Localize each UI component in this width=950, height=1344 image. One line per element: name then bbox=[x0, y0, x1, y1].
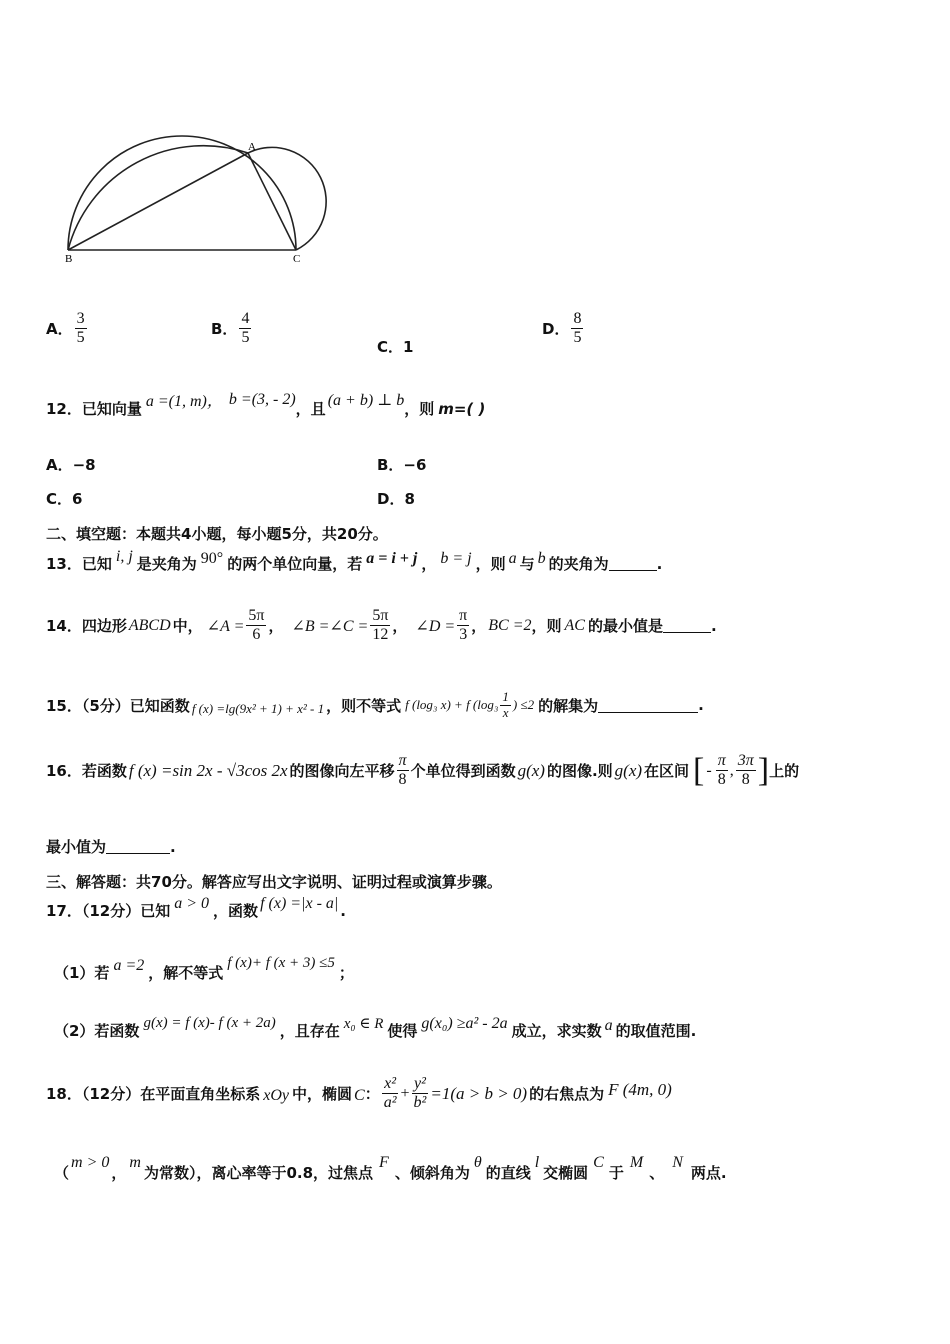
q16-answer-blank[interactable] bbox=[106, 839, 170, 854]
text-segment: ABCD bbox=[128, 616, 171, 634]
text-segment: + bbox=[400, 1084, 410, 1102]
text-segment: 的夹角为 bbox=[548, 555, 609, 573]
q11-option-a[interactable] bbox=[46, 310, 89, 348]
text-segment: g(x) bbox=[517, 760, 545, 780]
text-segment: M bbox=[629, 1153, 644, 1171]
text-segment: x² bbox=[382, 1075, 398, 1094]
q14-stem bbox=[46, 607, 717, 645]
text-segment: f (x) =sin 2x - √3cos 2x bbox=[128, 760, 288, 780]
text-segment: 4 bbox=[239, 310, 251, 329]
text-segment: g(x) bbox=[614, 760, 643, 780]
q18-x-term bbox=[382, 1075, 399, 1113]
text-segment: 12 bbox=[372, 626, 389, 644]
q14-angle-bc-fraction bbox=[370, 607, 390, 645]
text-segment: ，解不等式 bbox=[148, 964, 224, 982]
text-segment: 是夹角为 bbox=[136, 555, 197, 573]
text-segment: 1 bbox=[502, 689, 509, 704]
text-segment: 8 bbox=[398, 771, 407, 789]
geometry-figure bbox=[55, 100, 345, 275]
q16-shift-fraction bbox=[397, 752, 409, 790]
q11-d-fraction bbox=[571, 310, 583, 348]
text-segment: 的直线 bbox=[485, 1164, 531, 1182]
q13-answer-blank[interactable] bbox=[609, 556, 657, 571]
text-segment: 为常数），离心率等于0.8，过焦点 bbox=[143, 1164, 374, 1182]
text-segment: 的最小值是 bbox=[587, 617, 663, 636]
text-segment: N bbox=[672, 1153, 683, 1171]
text-segment: ，且存在 bbox=[279, 1022, 340, 1040]
q18-y-term bbox=[412, 1075, 429, 1113]
q15-stem bbox=[46, 690, 704, 721]
section-3-heading: 三、解答题：共70分。解答应写出文字说明、证明过程或演算步骤。 bbox=[46, 873, 502, 891]
text-segment: , bbox=[729, 761, 734, 779]
text-segment: a =2 bbox=[113, 956, 145, 974]
q18-stem bbox=[46, 1075, 672, 1113]
text-segment: 、倾斜角为 bbox=[394, 1164, 470, 1182]
q17-stem bbox=[46, 894, 346, 921]
text-segment: a bbox=[508, 549, 517, 567]
text-segment: ， bbox=[471, 617, 487, 636]
q11-b-fraction bbox=[239, 310, 251, 348]
text-segment: ，且 bbox=[295, 400, 326, 418]
text-segment: f (x) =lg(9x² + 1) + x² - 1 bbox=[191, 701, 325, 717]
q12-option-c[interactable]: C．6 bbox=[46, 490, 83, 508]
text-segment: 90° bbox=[200, 549, 224, 567]
text-segment: 5π bbox=[370, 607, 390, 626]
text-segment: . bbox=[170, 837, 176, 856]
text-segment: BC =2 bbox=[488, 616, 532, 634]
text-segment: 与 bbox=[519, 555, 535, 573]
text-segment: ，函数 bbox=[213, 902, 259, 920]
text-segment: （1）若 bbox=[54, 964, 110, 982]
text-segment: B． bbox=[211, 320, 238, 339]
text-segment: 3 bbox=[75, 310, 87, 329]
text-segment: 的图像向左平移 bbox=[289, 762, 395, 781]
text-segment: 6 bbox=[252, 626, 261, 644]
text-segment: A． bbox=[46, 320, 73, 339]
text-segment: 、 bbox=[649, 1164, 665, 1182]
text-segment: g(x₀) ≥a² - 2a bbox=[421, 1014, 508, 1032]
q12-option-d[interactable]: D．8 bbox=[377, 490, 415, 508]
text-segment: i, j bbox=[115, 547, 133, 565]
text-segment: ，则 bbox=[404, 400, 435, 418]
q16-stem bbox=[46, 752, 799, 790]
q12-option-a[interactable]: A．−8 bbox=[46, 456, 96, 474]
text-segment: 18．（12分）在平面直角坐标系 bbox=[46, 1085, 261, 1104]
text-segment: ，则 bbox=[531, 617, 562, 636]
text-segment: a =(1, m)， bbox=[145, 393, 223, 410]
text-segment: 的取值范围. bbox=[615, 1022, 697, 1040]
q17-part-1 bbox=[54, 955, 354, 983]
text-segment: θ bbox=[473, 1153, 482, 1171]
text-segment: 中，椭圆 bbox=[292, 1085, 353, 1104]
text-segment: C bbox=[593, 1153, 604, 1171]
text-segment: 8 bbox=[741, 771, 750, 789]
text-segment: m bbox=[129, 1153, 141, 1171]
text-segment: π bbox=[457, 607, 469, 626]
text-segment: F (4m, 0) bbox=[608, 1079, 672, 1099]
text-segment: a > 0 bbox=[174, 894, 210, 912]
text-segment: a = i + j bbox=[366, 549, 418, 567]
small-circle-arc bbox=[248, 147, 326, 250]
segment-ba bbox=[68, 153, 248, 250]
text-segment: b bbox=[537, 549, 546, 567]
label-a: A bbox=[248, 141, 256, 153]
text-segment: 交椭圆 bbox=[543, 1164, 589, 1182]
text-segment: f (x) =|x - a| bbox=[260, 894, 339, 912]
text-segment: 两点. bbox=[690, 1164, 727, 1182]
label-c: C bbox=[293, 253, 301, 265]
text-segment: a bbox=[604, 1016, 613, 1034]
q16-right-bound bbox=[736, 752, 756, 790]
text-segment: 5 bbox=[573, 329, 582, 347]
text-segment: ) ≤2 bbox=[512, 697, 535, 713]
text-segment: ，则 bbox=[475, 555, 506, 573]
text-segment: D． bbox=[542, 320, 570, 339]
q18-line2 bbox=[54, 1153, 727, 1183]
text-segment: 16．若函数 bbox=[46, 762, 127, 781]
q11-option-c[interactable] bbox=[377, 336, 413, 357]
text-segment: 12．已知向量 bbox=[46, 400, 142, 418]
text-segment: ， bbox=[392, 617, 408, 636]
q14-angle-a-fraction bbox=[246, 607, 266, 645]
text-segment: m > 0 bbox=[71, 1153, 110, 1171]
text-segment: a² bbox=[383, 1094, 397, 1112]
text-segment: f (log₃ x) + f (log₃ bbox=[405, 697, 499, 713]
text-segment: 的解集为 bbox=[538, 696, 599, 715]
text-segment: m=( ) bbox=[438, 399, 486, 418]
q16-left-bracket: [ bbox=[693, 751, 705, 789]
text-segment: 中， bbox=[172, 617, 203, 636]
text-segment: 上的 bbox=[769, 762, 800, 781]
segment-ac bbox=[248, 153, 296, 250]
text-segment: ： bbox=[364, 1085, 380, 1104]
text-segment: 于 bbox=[608, 1164, 624, 1182]
text-segment: ， bbox=[421, 555, 437, 573]
label-b: B bbox=[65, 253, 73, 265]
q11-a-fraction bbox=[75, 310, 87, 348]
q14-answer-blank[interactable] bbox=[663, 618, 711, 633]
text-segment: ，则不等式 bbox=[326, 696, 402, 715]
text-segment: π bbox=[716, 752, 728, 771]
text-segment: - bbox=[706, 761, 712, 779]
text-segment: 8 bbox=[717, 771, 726, 789]
q11-option-b[interactable] bbox=[211, 310, 253, 348]
text-segment: AC bbox=[564, 616, 585, 634]
q15-one-over-x bbox=[500, 690, 511, 721]
text-segment: . bbox=[698, 696, 704, 715]
q16-line2 bbox=[46, 836, 176, 857]
text-segment: b² bbox=[413, 1094, 427, 1112]
q12-stem bbox=[46, 390, 486, 420]
text-segment: y² bbox=[412, 1075, 428, 1094]
text-segment: 的右焦点为 bbox=[529, 1085, 605, 1104]
q12-option-b[interactable]: B．−6 bbox=[377, 456, 427, 474]
text-segment: 5 bbox=[76, 329, 85, 347]
section-2-heading: 二、填空题：本题共4小题，每小题5分，共20分。 bbox=[46, 525, 388, 543]
text-segment: 17．（12分）已知 bbox=[46, 902, 171, 920]
text-segment: ， bbox=[111, 1164, 127, 1182]
text-segment: 在区间 bbox=[644, 762, 690, 781]
text-segment: x₀ ∈ R bbox=[343, 1016, 384, 1032]
text-segment: 14．四边形 bbox=[46, 617, 127, 636]
text-segment: l bbox=[534, 1153, 540, 1171]
text-segment: F bbox=[379, 1153, 389, 1171]
text-segment: 的图像.则 bbox=[546, 762, 613, 781]
text-segment: 5 bbox=[241, 329, 250, 347]
text-segment: . bbox=[711, 616, 717, 635]
text-segment: x bbox=[502, 704, 509, 720]
text-segment: 8 bbox=[571, 310, 583, 329]
q13-stem bbox=[46, 547, 663, 574]
q17-part-2 bbox=[54, 1014, 697, 1041]
text-segment: 的两个单位向量，若 bbox=[227, 555, 363, 573]
text-segment: 15．（5分）已知函数 bbox=[46, 696, 190, 715]
text-segment: 成立，求实数 bbox=[511, 1022, 602, 1040]
text-segment: C．1 bbox=[377, 338, 414, 356]
text-segment: b =(3, - 2) bbox=[228, 390, 296, 408]
q14-angle-d-fraction bbox=[457, 607, 469, 645]
text-segment: ∠B =∠C = bbox=[291, 617, 369, 635]
text-segment: . bbox=[656, 554, 663, 573]
text-segment: 个单位得到函数 bbox=[410, 762, 516, 781]
q16-right-bracket: ] bbox=[757, 751, 770, 789]
text-segment: ， bbox=[268, 617, 284, 636]
text-segment: 5π bbox=[246, 607, 266, 626]
text-segment: xOy bbox=[263, 1086, 290, 1104]
text-segment: f (x)+ f (x + 3) ≤5 bbox=[227, 955, 335, 971]
large-semicircle-arc bbox=[68, 136, 296, 250]
text-segment: C bbox=[354, 1086, 365, 1104]
q11-option-d[interactable] bbox=[542, 310, 585, 348]
text-segment: （ bbox=[54, 1164, 70, 1182]
text-segment: π bbox=[397, 752, 409, 771]
text-segment: b = j bbox=[440, 549, 472, 567]
text-segment: 使得 bbox=[387, 1022, 418, 1040]
q16-left-bound bbox=[716, 752, 728, 790]
arc-b-to-a bbox=[68, 146, 248, 250]
text-segment: g(x) = f (x)- f (x + 2a) bbox=[143, 1015, 276, 1031]
text-segment: =1(a > b > 0) bbox=[430, 1083, 528, 1103]
text-segment: . bbox=[340, 901, 346, 920]
text-segment: 13．已知 bbox=[46, 555, 112, 573]
text-segment: ∠A = bbox=[206, 617, 245, 635]
q15-answer-blank[interactable] bbox=[598, 698, 698, 713]
text-segment: （2）若函数 bbox=[54, 1022, 140, 1040]
text-segment: 3 bbox=[459, 626, 468, 644]
text-segment: (a + b) ⊥ b bbox=[327, 391, 405, 409]
text-segment: ∠D = bbox=[415, 617, 456, 635]
text-segment: ； bbox=[338, 964, 354, 982]
text-segment: 3π bbox=[736, 752, 756, 771]
text-segment: 最小值为 bbox=[46, 838, 107, 856]
